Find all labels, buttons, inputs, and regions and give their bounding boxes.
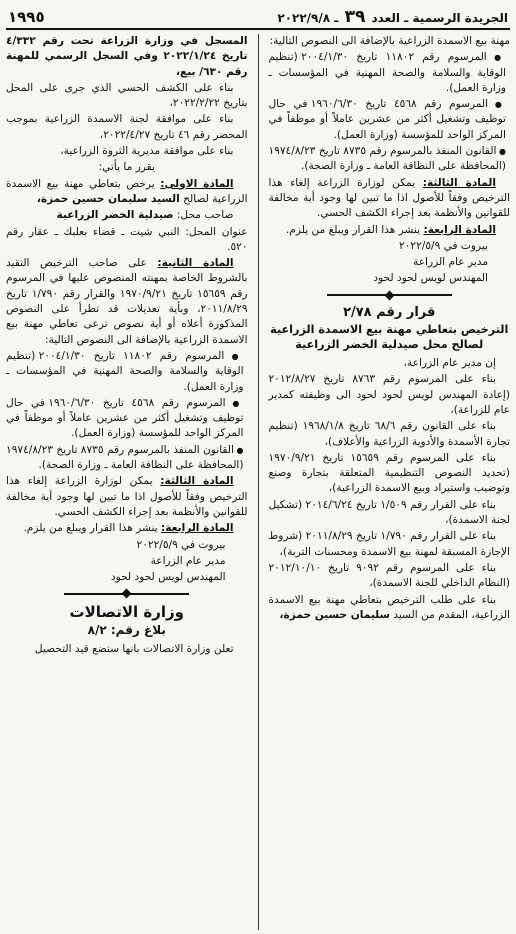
bullet-item: ● المرسوم رقم ٤٥٦٨ تاريخ ١٩٦٠/٦/٣٠ في حال توظيف وتشغيل أكثر من عشرين عاملاً أو موظفاً في المركز الواحد للمؤسسة (وزارة العمل). <box>6 396 248 442</box>
basis-item: بناء على المرسوم رقم ١٥٦٥٩ تاريخ ١٩٧٠/٩/٢١ (تحديد النصوص التنظيمية المتعلقة بتجارة وصنع وتوضيب واستيراد وبيع الاسمدة الزراعية)، <box>268 451 510 495</box>
article-text: ينشر هذا القرار ويبلغ من يلزم. <box>23 522 161 535</box>
basis-item: بناء على القرار رقم ١/٧٩٠ تاريخ ٢٠١١/٨/٢٩ (شروط الإجازة المسبقة لمهنة بيع الاسمدة ومحسنات التربة)، <box>268 530 510 558</box>
signature-name: المهندس لويس لحود لحود <box>373 272 488 285</box>
signature-place-date: بيروت في ٢٠٢٢/٥/٩ <box>399 239 488 252</box>
notice-number: بلاغ رقم: ٨/٢ <box>87 622 166 637</box>
gazette-name: الجريدة الرسمية ـ العدد <box>371 11 508 25</box>
intro-text: مهنة بيع الاسمدة الزراعية بالإضافة الى النصوص التالية: <box>269 35 510 47</box>
bullet-item: ● القانون المنفذ بالمرسوم رقم ٨٧٣٥ تاريخ ١٩٧٤/٨/٢٣ (المحافظة على النظافة العامة ـ وزارة الصحة). <box>268 144 510 175</box>
article-label: المادة الرابعة: <box>423 223 496 236</box>
ministry-heading: وزارة الاتصالات <box>69 603 184 622</box>
article-text: يمكن لوزارة الزراعة إلغاء هذا الترخيص وفقاً للأصول اذا ما تبين لها وجود أية مخالفة للقوانين والأنظمة بعد إجراء الكشف الحسي. <box>268 176 510 220</box>
decree-title: قرار رقم ٢/٧٨ <box>343 304 436 320</box>
basis-item: بناء على المرسوم رقم ٨٧٦٣ تاريخ ٢٠١٢/٨/٢٧ (إعادة المهندس لويس لحود لحود الى وظيفته كمدير عام للزراعة)، <box>268 373 510 416</box>
signature-title: مدير عام الزراعة <box>413 256 488 269</box>
basis-item: بناء على القرار رقم ١/٥٠٩ تاريخ ٢٠١٤/٦/٢٤ (تشكيل لجنة الاسمدة)، <box>268 498 510 527</box>
article-4 <box>6 521 248 536</box>
page-number: ١٩٩٥ <box>8 8 45 26</box>
director-line: إن مدير عام الزراعة، <box>403 357 496 370</box>
right-column <box>260 34 510 930</box>
article-text: ينشر هذا القرار ويبلغ من يلزم. <box>285 223 424 236</box>
article-3 <box>6 474 248 520</box>
registration-line: المسجل في وزارة الزراعة تحت رقم ٤/٣٣٢ تاريخ ٢٠٢٢/١/٢٤ وفي السجل الرسمي للمهنة رقم ٦٣٠/ بيع، <box>6 35 248 78</box>
shop-address: عنوان المحل: النبي شيت ـ قضاء بعلبك ـ عقار رقم ٥٢٠. <box>6 225 248 253</box>
gazette-issue-line <box>277 7 508 27</box>
basis-item: بناء على المرسوم رقم ٩٠٩٢ تاريخ ٢٠١٢/١٠/١٠ (النظام الداخلي للجنة الاسمدة)، <box>268 561 510 590</box>
page-header <box>6 6 510 30</box>
article-2 <box>6 256 248 348</box>
request-line <box>268 593 510 624</box>
basis-item: بناء على موافقة لجنة الاسمدة الزراعية بموجب المحضر رقم ٤٦ تاريخ ٢٠٢٢/٤/٢٧، <box>6 113 248 141</box>
signature-place-date: بيروت في ٢٠٢٢/٥/٩ <box>136 538 226 551</box>
issue-date: ـ ٢٠٢٢/٩/٨ <box>277 11 339 25</box>
article-text: يرخص بتعاطي مهنة بيع الاسمدة الزراعية لصالح <box>6 177 248 205</box>
article-1 <box>6 177 248 208</box>
bullet-item: ● المرسوم رقم ١١٨٠٢ تاريخ ٢٠٠٤/١/٣٠ (تنظيم الوقاية والسلامة والصحة المهنية في المؤسسات ـ وزارة العمل). <box>6 349 248 395</box>
article-4 <box>268 223 510 238</box>
licensee-name: السيد سليمان حسين حمزة، <box>36 192 180 205</box>
article-label: المادة الرابعة: <box>160 522 234 535</box>
basis-item: بناء على القانون رقم ٦٨/٦ تاريخ ١٩٦٨/١/٨ (تنظيم تجارة الأسمدة والأدوية الزراعية والأعلاف)، <box>268 420 510 448</box>
basis-item: بناء على موافقة مديرية الثروة الزراعية، <box>60 145 234 158</box>
section-divider <box>268 292 510 299</box>
article-label: المادة الثالثة: <box>422 176 496 189</box>
article-label: المادة الثانية: <box>157 257 234 270</box>
notice-text: تعلن وزارة الاتصالات بانها ستضع قيد التحصيل <box>34 642 234 655</box>
bullet-item: ● القانون المنفذ بالمرسوم رقم ٨٧٣٥ تاريخ ١٩٧٤/٨/٢٣ (المحافظة على النظافة العامة ـ وزارة الصحة). <box>6 443 248 474</box>
decides-line: يقرر ما يأتي: <box>98 161 155 174</box>
request-text: بناء على طلب الترخيص بتعاطي مهنة بيع الاسمدة الزراعية، المقدم من السيد <box>268 593 510 621</box>
bullet-item: ● المرسوم رقم ١١٨٠٢ تاريخ ٢٠٠٤/١/٣٠ (تنظيم الوقاية والسلامة والصحة المهنية في المؤسسات ـ وزارة العمل). <box>268 50 510 96</box>
article-3 <box>268 176 510 222</box>
article-text: يمكن لوزارة الزراعة إلغاء هذا الترخيص وفقاً للأصول اذا ما تبين لها وجود أية مخالفة للقوانين والأنظمة بعد إجراء الكشف الحسي. <box>6 475 248 518</box>
issue-number: ٣٩ <box>344 7 366 27</box>
article-label: المادة الثالثة: <box>160 475 234 488</box>
two-column-body <box>6 34 510 930</box>
shop-name: صيدلية الخضر الزراعية <box>56 209 174 222</box>
signature-title: مدير عام الزراعة <box>150 554 226 567</box>
bullet-item: ● المرسوم رقم ٤٥٦٨ تاريخ ١٩٦٠/٦/٣٠ في حال توظيف وتشغيل أكثر من عشرين عاملاً أو موظفاً في المركز الواحد للمؤسسة (وزارة العمل). <box>268 97 510 143</box>
article-text: على صاحب الترخيص التقيد بالشروط الخاصة بمهنته المنصوص عليها في المرسوم رقم ١٥٦٥٩ تاريخ ١٩٧٠/٩/٢١ والقرار رقم ١/٧٩٠ تاريخ ٢٠١١/٨/٢٩، وبأية تعديلات قد تطرأ على النصوص المذكورة أعلاه أو أية نصوص ترعى تعاطي مهنة بيع الاسمدة الزراعية بالإضافة الى النصوص التالية: <box>6 257 248 346</box>
decree-subtitle: الترخيص بتعاطي مهنة بيع الاسمدة الزراعية لصالح محل صيدلية الخضر الزراعية <box>270 323 509 352</box>
owner-label: صاحب محل: <box>173 209 234 222</box>
basis-item: بناء على الكشف الحسي الذي جرى على المحل بتاريخ ٢٠٢٢/٢/٢٢، <box>6 81 248 110</box>
owner-line <box>6 208 248 223</box>
left-column <box>6 34 256 930</box>
section-divider <box>6 590 248 597</box>
column-separator <box>258 34 259 930</box>
article-label: المادة الاولى: <box>160 177 234 190</box>
signature-name: المهندس لويس لحود لحود <box>110 571 226 584</box>
applicant-name: سليمان حسين حمزة، <box>279 608 390 621</box>
